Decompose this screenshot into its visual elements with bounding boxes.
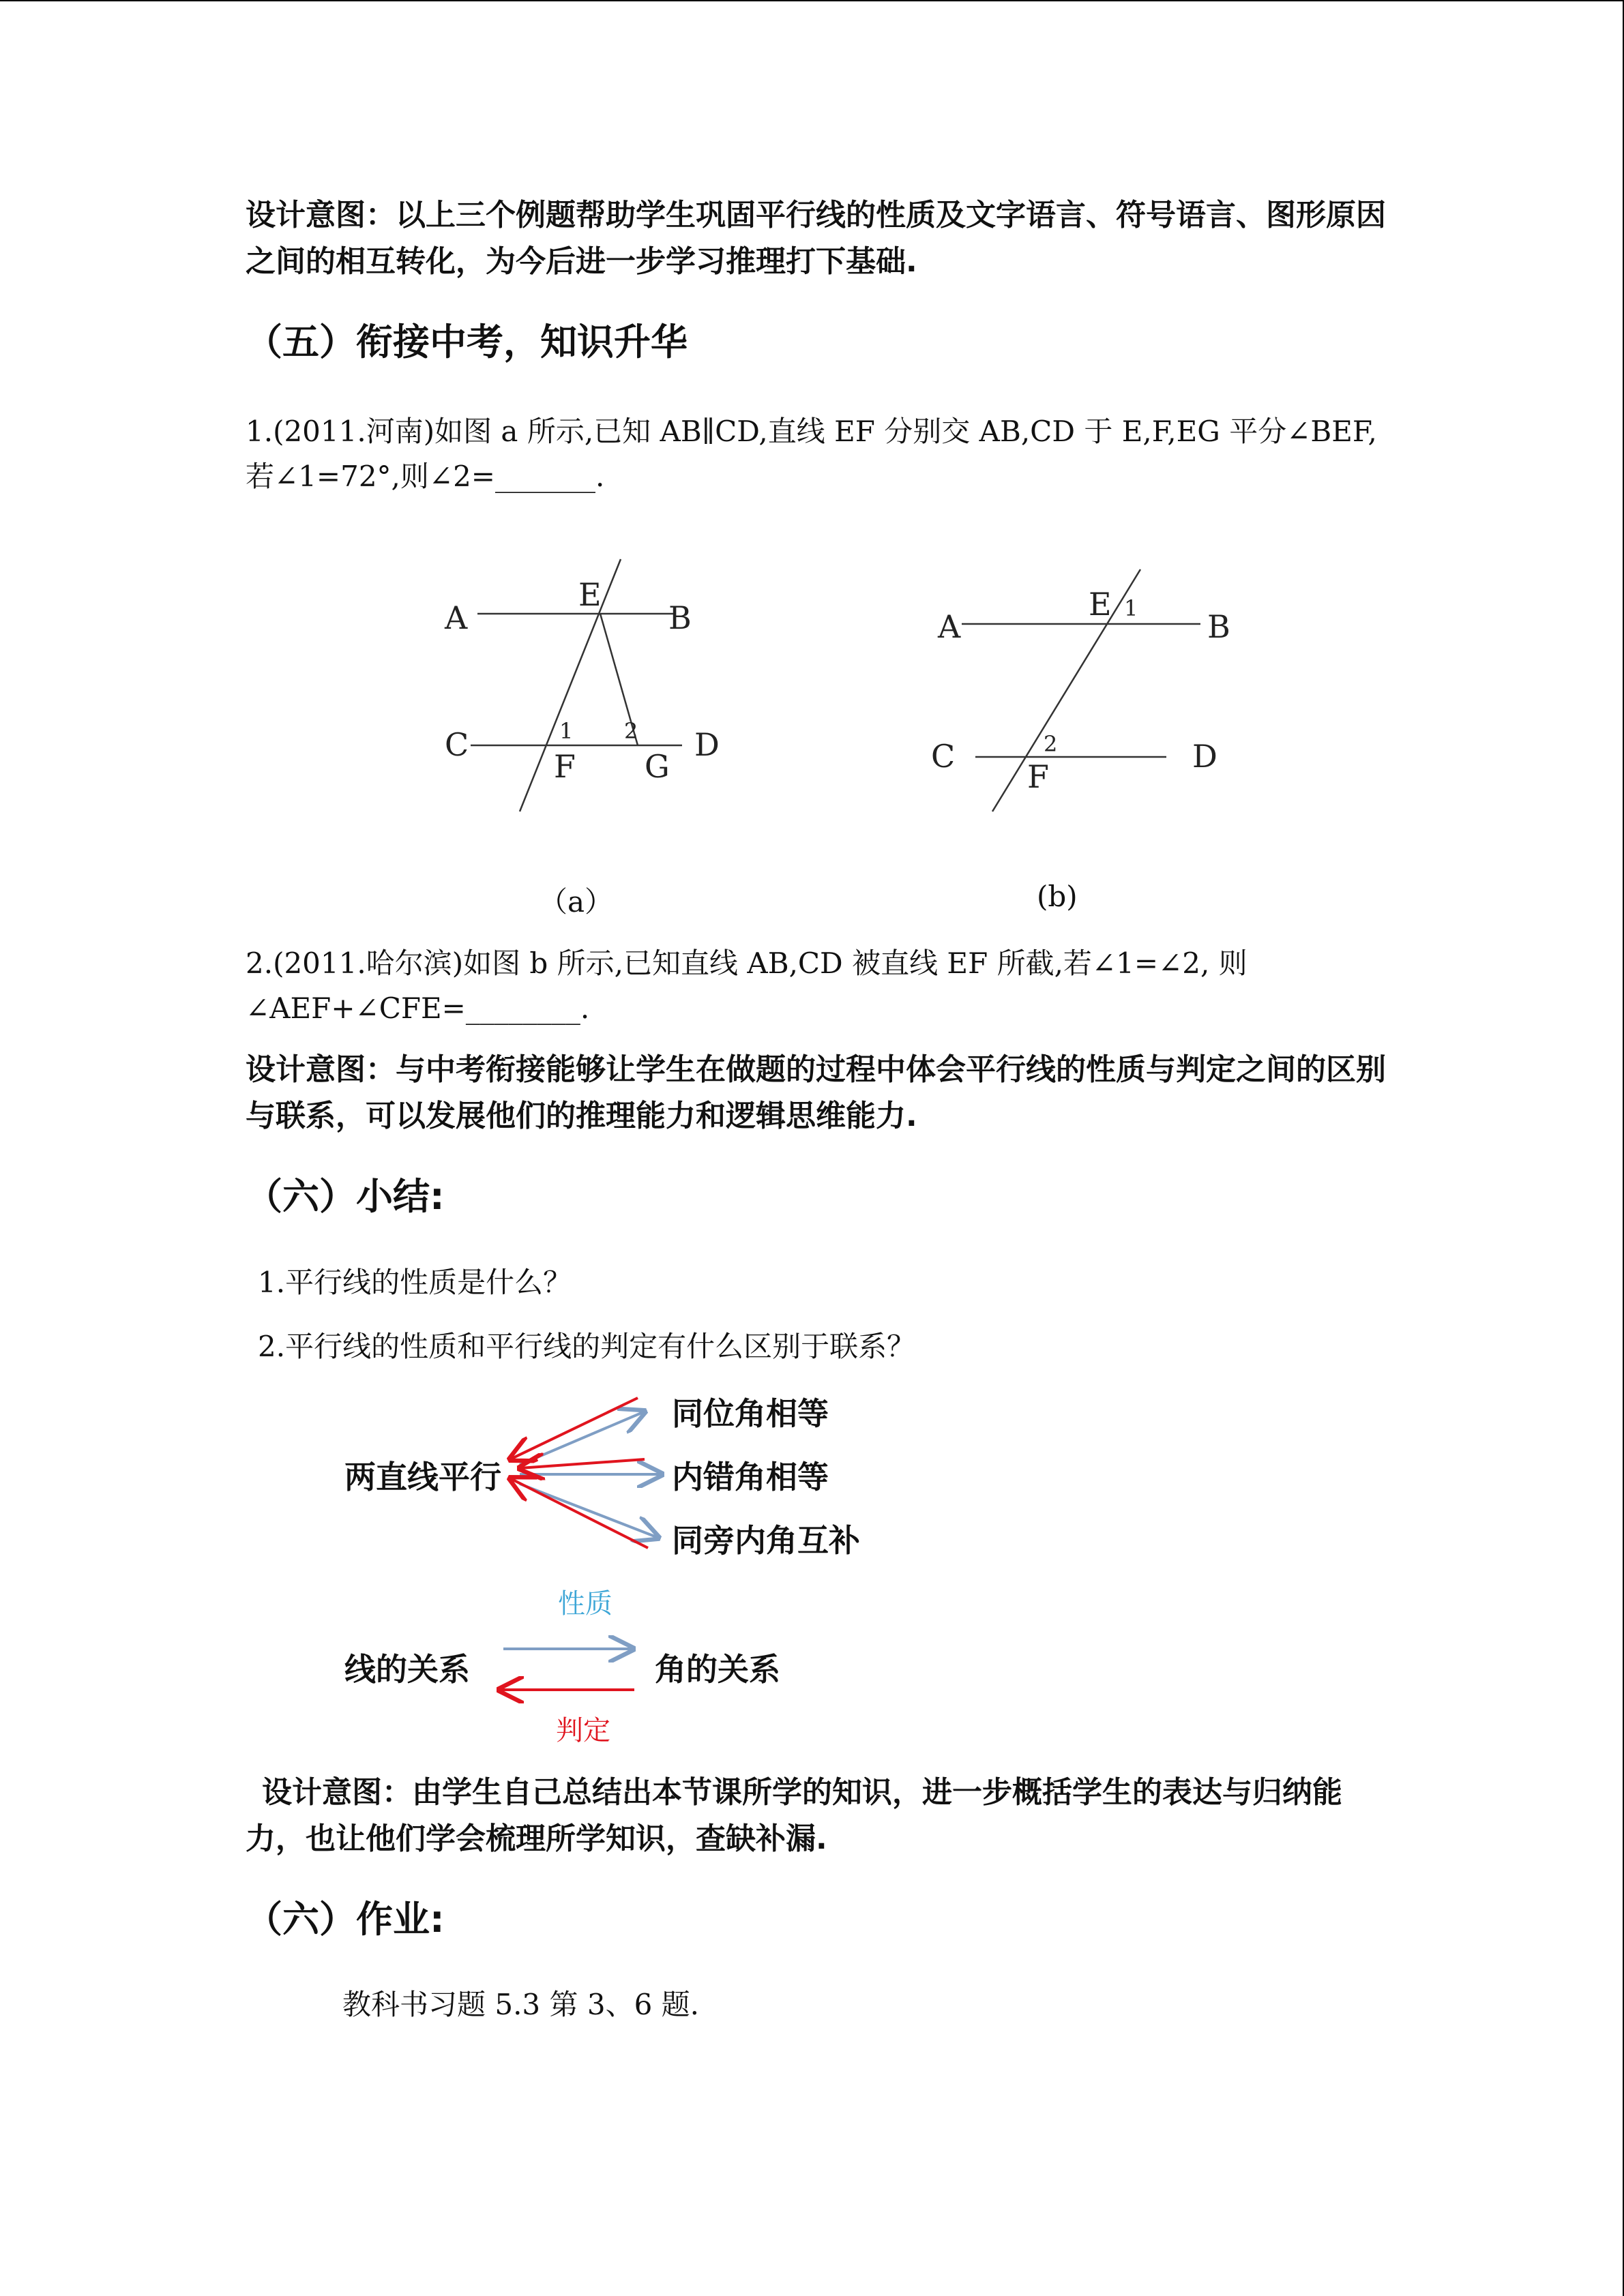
label-d: D	[694, 726, 720, 763]
diagram-item-alternate: 内错角相等	[672, 1459, 829, 1495]
property-label: 性质	[558, 1588, 612, 1620]
arrow-blue-corresponding	[520, 1412, 645, 1465]
label-b: B	[668, 599, 692, 636]
section-5-title: （五）衔接中考，知识升华	[246, 320, 688, 363]
arrow-red-corresponding	[510, 1398, 638, 1459]
question-2: 2.(2011.哈尔滨)如图 b 所示,已知直线 AB,CD 被直线 EF 所截,若∠1=∠2, 则∠AEF+∠CFE=________.	[246, 946, 1247, 1025]
summary-question-2: 2.平行线的性质和平行线的判定有什么区别于联系？	[258, 1330, 916, 1363]
question-1: 1.(2011.河南)如图 a 所示,已知 AB∥CD,直线 EF 分别交 AB,CD 于 E,F,EG 平分∠BEF,若∠1=72°,则∠2=_______.	[246, 415, 1377, 493]
label-c: C	[445, 726, 469, 763]
section-6-title: （六）小结:	[246, 1175, 445, 1218]
diagram-left-label: 两直线平行	[344, 1459, 501, 1495]
arrow-red-co-interior	[510, 1478, 648, 1548]
arrow-blue-co-interior	[520, 1484, 658, 1538]
figure-a-caption: （a）	[539, 885, 614, 919]
label-angle-1: 1	[559, 718, 574, 744]
summary-question-1: 1.平行线的性质是什么？	[258, 1266, 572, 1299]
label-angle-2: 2	[1044, 731, 1058, 757]
label-angle-2: 2	[624, 718, 638, 744]
design-intent-2: 设计意图：与中考衔接能够让学生在做题的过程中体会平行线的性质与判定之间的区别与联系，可以发展他们的推理能力和逻辑思维能力.	[246, 1052, 1386, 1133]
label-d: D	[1192, 738, 1217, 775]
label-e: E	[578, 576, 602, 613]
figure-b-caption: (b)	[1037, 880, 1078, 913]
label-g: G	[645, 748, 670, 785]
label-a: A	[938, 608, 961, 645]
diagram-item-co-interior: 同旁内角互补	[672, 1522, 860, 1559]
label-angle-1: 1	[1124, 595, 1138, 621]
design-intent-3: 设计意图：由学生自己总结出本节课所学的知识，进一步概括学生的表达与归纳能力，也让他们学会梳理所学知识，查缺补漏.	[246, 1775, 1342, 1856]
design-intent-1: 设计意图：以上三个例题帮助学生巩固平行线的性质及文字语言、符号语言、图形原因之间的相互转化，为今后进一步学习推理打下基础.	[246, 198, 1386, 279]
homework-text: 教科书习题 5.3 第 3、6 题.	[342, 1988, 699, 2021]
label-f: F	[554, 748, 576, 785]
angle-relation-label: 角的关系	[655, 1651, 780, 1688]
label-e: E	[1089, 586, 1112, 623]
judgment-label: 判定	[556, 1715, 610, 1746]
homework-title: （六）作业:	[246, 1898, 445, 1941]
arrow-red-alternate	[520, 1459, 645, 1468]
label-c: C	[931, 738, 956, 775]
label-b: B	[1207, 608, 1230, 645]
label-f: F	[1027, 758, 1049, 795]
diagram-item-corresponding: 同位角相等	[672, 1395, 829, 1432]
label-a: A	[445, 599, 468, 636]
line-relation-label: 线的关系	[344, 1651, 470, 1688]
